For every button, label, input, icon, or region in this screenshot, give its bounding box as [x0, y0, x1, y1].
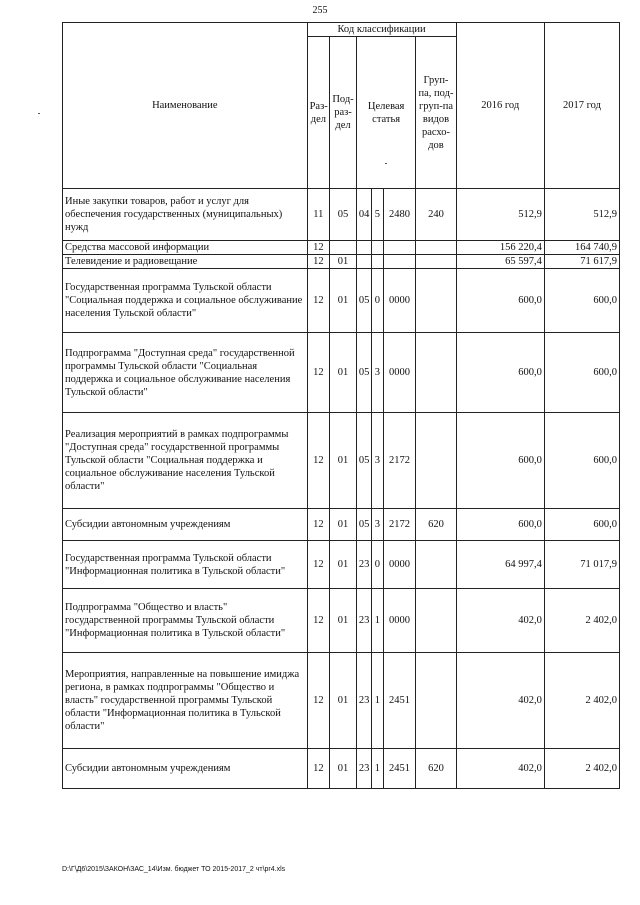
header-subsection: Под-раз-дел	[330, 37, 357, 189]
row-section: 12	[307, 333, 330, 413]
row-section: 12	[307, 241, 330, 255]
row-amount-2016: 600,0	[456, 509, 544, 541]
row-target-direction: 2480	[383, 189, 416, 241]
row-amount-2017: 600,0	[544, 413, 619, 509]
row-name: Субсидии автономным учреждениям	[63, 509, 308, 541]
row-subsection: 01	[330, 269, 357, 333]
row-name: Государственная программа Тульской области "Информационная политика в Тульской области"	[63, 541, 308, 589]
row-target-program: 05	[356, 509, 371, 541]
table-row	[63, 509, 620, 541]
row-amount-2017: 164 740,9	[544, 241, 619, 255]
row-target-subprogram	[372, 255, 383, 269]
row-name: Мероприятия, направленные на повышение имиджа региона, в рамках подпрограммы "Общество и власть" государственной программы Тульской области "Информационная политика в Тульской области"	[63, 653, 308, 749]
row-name: Телевидение и радиовещание	[63, 255, 308, 269]
row-amount-2017: 2 402,0	[544, 653, 619, 749]
table-row	[63, 653, 620, 749]
row-target-subprogram: 1	[372, 749, 383, 789]
row-target-direction	[383, 255, 416, 269]
row-target-program: 23	[356, 541, 371, 589]
row-target-direction: 2172	[383, 413, 416, 509]
row-target-direction: 0000	[383, 589, 416, 653]
file-path-footer: D:\Г\Д6\2015\ЗАКОН\ЗАС_14\Изм. бюджет ТО 2015-2017_2 чт\pr4.xls	[62, 866, 286, 873]
row-amount-2016: 64 997,4	[456, 541, 544, 589]
row-section: 12	[307, 749, 330, 789]
row-subsection: 01	[330, 255, 357, 269]
row-section: 12	[307, 413, 330, 509]
row-subsection: 01	[330, 541, 357, 589]
table-row	[63, 413, 620, 509]
row-amount-2016: 65 597,4	[456, 255, 544, 269]
table-row	[63, 189, 620, 241]
row-target-program: 05	[356, 413, 371, 509]
row-target-direction: 2172	[383, 509, 416, 541]
row-target-program	[356, 255, 371, 269]
scan-speck	[38, 113, 40, 114]
row-subsection	[330, 241, 357, 255]
row-expense-group	[416, 413, 456, 509]
row-target-direction: 2451	[383, 749, 416, 789]
row-amount-2017: 600,0	[544, 269, 619, 333]
row-target-direction: 2451	[383, 653, 416, 749]
row-expense-group: 620	[416, 749, 456, 789]
table-row	[63, 749, 620, 789]
row-expense-group: 620	[416, 509, 456, 541]
row-target-subprogram	[372, 241, 383, 255]
row-subsection: 01	[330, 333, 357, 413]
row-section: 12	[307, 541, 330, 589]
row-subsection: 01	[330, 749, 357, 789]
row-target-subprogram: 1	[372, 653, 383, 749]
row-target-program: 23	[356, 589, 371, 653]
row-section: 11	[307, 189, 330, 241]
row-subsection: 01	[330, 653, 357, 749]
row-name: Подпрограмма "Доступная среда" государственной программы Тульской области "Социальная поддержка и социальное обслуживание населения Тульской области"	[63, 333, 308, 413]
row-expense-group	[416, 653, 456, 749]
row-amount-2017: 512,9	[544, 189, 619, 241]
row-amount-2016: 600,0	[456, 333, 544, 413]
row-target-program	[356, 241, 371, 255]
row-target-program: 23	[356, 653, 371, 749]
row-target-subprogram: 3	[372, 509, 383, 541]
row-subsection: 05	[330, 189, 357, 241]
row-target-program: 23	[356, 749, 371, 789]
page-number: 255	[312, 5, 328, 16]
row-target-direction: 0000	[383, 269, 416, 333]
header-section: Раз-дел	[307, 37, 330, 189]
row-subsection: 01	[330, 509, 357, 541]
row-target-subprogram: 3	[372, 413, 383, 509]
row-amount-2016: 156 220,4	[456, 241, 544, 255]
row-amount-2016: 600,0	[456, 269, 544, 333]
header-year-2016: 2016 год	[456, 23, 544, 189]
row-target-subprogram: 3	[372, 333, 383, 413]
row-expense-group	[416, 541, 456, 589]
scan-speck	[385, 163, 387, 164]
row-name: Иные закупки товаров, работ и услуг для обеспечения государственных (муниципальных) нужд	[63, 189, 308, 241]
row-subsection: 01	[330, 589, 357, 653]
row-section: 12	[307, 589, 330, 653]
table-row	[63, 333, 620, 413]
row-expense-group	[416, 269, 456, 333]
header-target-item: Целевая статья	[356, 37, 416, 189]
row-target-subprogram: 5	[372, 189, 383, 241]
table-body	[63, 189, 620, 789]
row-name: Реализация мероприятий в рамках подпрограммы "Доступная среда" государственной программы Тульской области "Социальная поддержка и социальное обслуживание населения Тульской области"	[63, 413, 308, 509]
row-name: Субсидии автономным учреждениям	[63, 749, 308, 789]
row-section: 12	[307, 269, 330, 333]
header-year-2017: 2017 год	[544, 23, 619, 189]
row-amount-2016: 402,0	[456, 749, 544, 789]
header-name: Наименование	[63, 23, 308, 189]
row-section: 12	[307, 509, 330, 541]
row-amount-2017: 71 617,9	[544, 255, 619, 269]
row-target-direction: 0000	[383, 333, 416, 413]
header-expense-group: Груп-па, под-груп-па видов расхо-дов	[416, 37, 456, 189]
row-expense-group	[416, 589, 456, 653]
row-amount-2016: 512,9	[456, 189, 544, 241]
table-row	[63, 255, 620, 269]
row-target-direction	[383, 241, 416, 255]
row-subsection: 01	[330, 413, 357, 509]
row-amount-2016: 600,0	[456, 413, 544, 509]
row-expense-group	[416, 255, 456, 269]
row-name: Средства массовой информации	[63, 241, 308, 255]
table-row	[63, 241, 620, 255]
row-name: Государственная программа Тульской области "Социальная поддержка и социальное обслуживание населения Тульской области"	[63, 269, 308, 333]
row-expense-group	[416, 241, 456, 255]
row-amount-2017: 600,0	[544, 509, 619, 541]
row-target-program: 05	[356, 269, 371, 333]
row-target-subprogram: 0	[372, 541, 383, 589]
row-section: 12	[307, 653, 330, 749]
row-expense-group	[416, 333, 456, 413]
row-amount-2017: 600,0	[544, 333, 619, 413]
table-row	[63, 589, 620, 653]
header-code-group: Код классификации	[307, 23, 456, 37]
row-amount-2017: 71 017,9	[544, 541, 619, 589]
row-amount-2017: 2 402,0	[544, 749, 619, 789]
budget-table	[62, 22, 620, 789]
row-expense-group: 240	[416, 189, 456, 241]
row-target-subprogram: 0	[372, 269, 383, 333]
table-row	[63, 269, 620, 333]
row-amount-2016: 402,0	[456, 653, 544, 749]
table-row	[63, 541, 620, 589]
row-amount-2017: 2 402,0	[544, 589, 619, 653]
row-name: Подпрограмма "Общество и власть" государственной программы Тульской области "Информационная политика в Тульской области"	[63, 589, 308, 653]
row-target-direction: 0000	[383, 541, 416, 589]
row-amount-2016: 402,0	[456, 589, 544, 653]
row-section: 12	[307, 255, 330, 269]
row-target-program: 04	[356, 189, 371, 241]
row-target-program: 05	[356, 333, 371, 413]
row-target-subprogram: 1	[372, 589, 383, 653]
